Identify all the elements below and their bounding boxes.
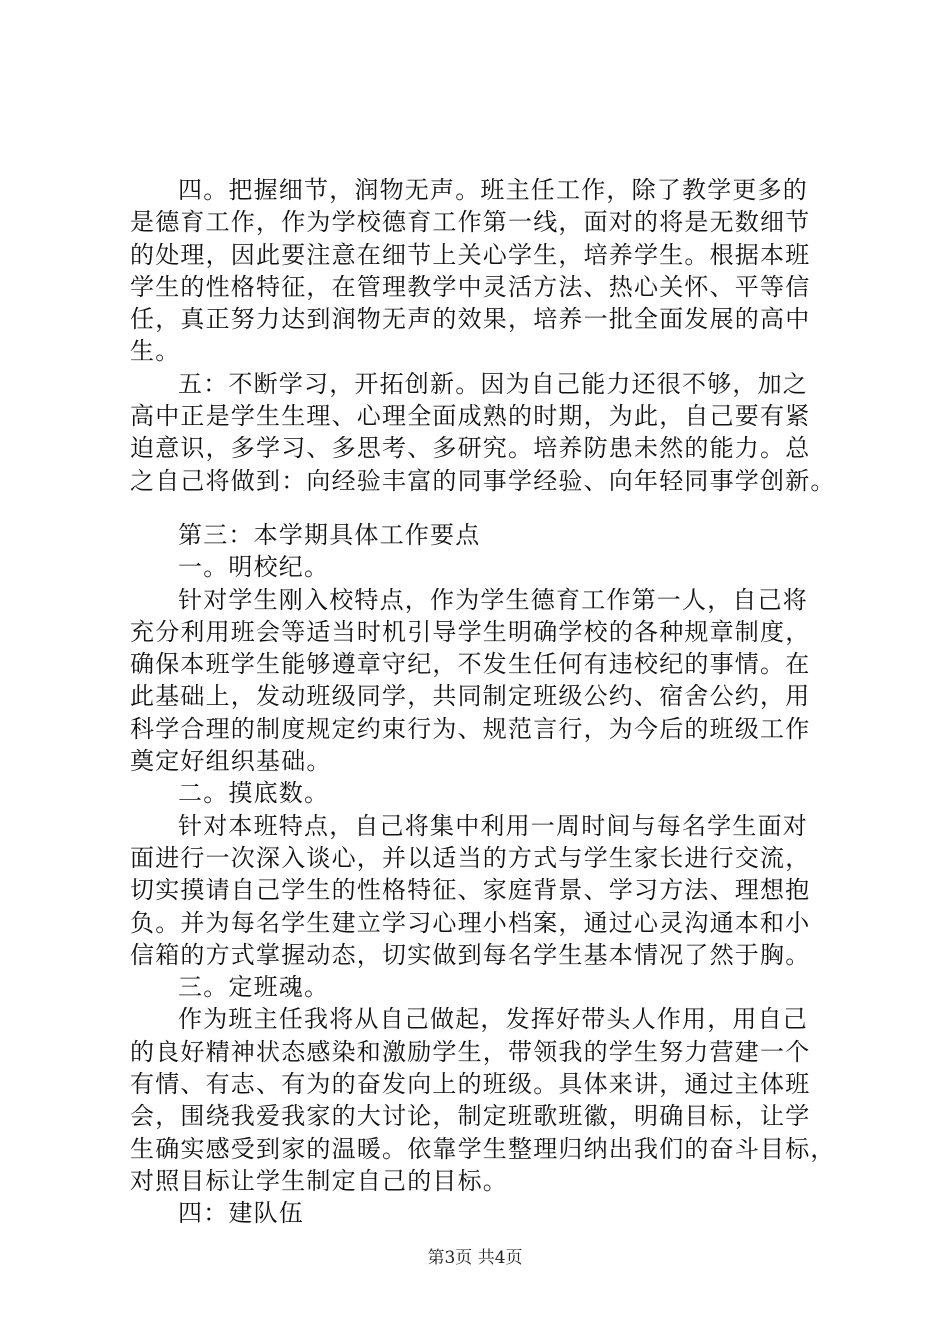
paragraph-line: 学生的性格特征，在管理教学中灵活方法、热心关怀、平等信	[130, 272, 811, 301]
paragraph-line: 四。把握细节，润物无声。班主任工作，除了教学更多的	[178, 176, 808, 204]
paragraph-line: 面进行一次深入谈心，并以适当的方式与学生家长进行交流，	[130, 843, 811, 872]
item-title: 二。摸底数。	[178, 779, 330, 808]
paragraph-line: 充分利用班会等适当时机引导学生明确学校的各种规章制度，	[130, 617, 811, 646]
paragraph-line: 负。并为每名学生建立学习心理小档案，通过心灵沟通本和小	[130, 908, 811, 937]
paragraph-line: 切实摸请自己学生的性格特征、家庭背景、学习方法、理想抱	[130, 876, 811, 905]
paragraph-line: 高中正是学生生理、心理全面成熟的时期，为此，自己要有紧	[130, 402, 811, 431]
paragraph-gap	[130, 497, 850, 519]
paragraph-line: 科学合理的制度规定约束行为、规范言行，为今后的班级工作	[130, 714, 811, 743]
paragraph-line: 迫意识，多学习、多思考、多研究。培养防患未然的能力。总	[130, 434, 811, 463]
paragraph-line: 作为班主任我将从自己做起，发挥好带头人作用，用自己	[178, 1005, 808, 1034]
item-title: 三。定班魂。	[178, 973, 330, 1002]
paragraph-line: 此基础上，发动班级同学，共同制定班级公约、宿舍公约，用	[130, 682, 811, 711]
paragraph-line: 的良好精神状态感染和激励学生，带领我的学生努力营建一个	[130, 1037, 811, 1066]
paragraph-line: 任，真正努力达到润物无声的效果，培养一批全面发展的高中	[130, 305, 811, 334]
paragraph-line: 针对本班特点，自己将集中利用一周时间与每名学生面对	[178, 811, 808, 840]
page-total: 共4页	[477, 1248, 523, 1268]
document-body	[130, 174, 850, 1230]
paragraph-line: 针对学生刚入校特点，作为学生德育工作第一人，自己将	[178, 585, 808, 614]
section-heading: 第三：本学期具体工作要点	[178, 520, 481, 549]
paragraph-line: 奠定好组织基础。	[130, 747, 332, 776]
page-footer	[0, 1247, 950, 1269]
paragraph-line: 的处理，因此要注意在细节上关心学生，培养学生。根据本班	[130, 240, 811, 269]
paragraph-line: 是德育工作，作为学校德育工作第一线，面对的将是无数细节	[130, 208, 811, 237]
paragraph-line: 有情、有志、有为的奋发向上的班级。具体来讲，通过主体班	[130, 1070, 811, 1099]
paragraph-line: 之自己将做到：向经验丰富的同事学经验、向年轻同事学创新。	[130, 466, 836, 495]
page-number: 第3页	[427, 1248, 473, 1268]
item-title: 四：建队伍	[178, 1199, 304, 1228]
paragraph-line: 确保本班学生能够遵章守纪，不发生任何有违校纪的事情。在	[130, 650, 811, 679]
paragraph-line: 会，围绕我爱我家的大讨论，制定班歌班徽，明确目标，让学	[130, 1102, 811, 1131]
paragraph-line: 信箱的方式掌握动态，切实做到每名学生基本情况了然于胸。	[130, 940, 811, 969]
item-title: 一。明校纪。	[178, 553, 330, 582]
paragraph-line: 生。	[130, 337, 181, 366]
paragraph-line: 生确实感受到家的温暖。依靠学生整理归纳出我们的奋斗目标，	[130, 1134, 836, 1163]
paragraph-line: 五：不断学习，开拓创新。因为自己能力还很不够，加之	[178, 369, 808, 398]
paragraph-line: 对照目标让学生制定自己的目标。	[130, 1166, 508, 1195]
